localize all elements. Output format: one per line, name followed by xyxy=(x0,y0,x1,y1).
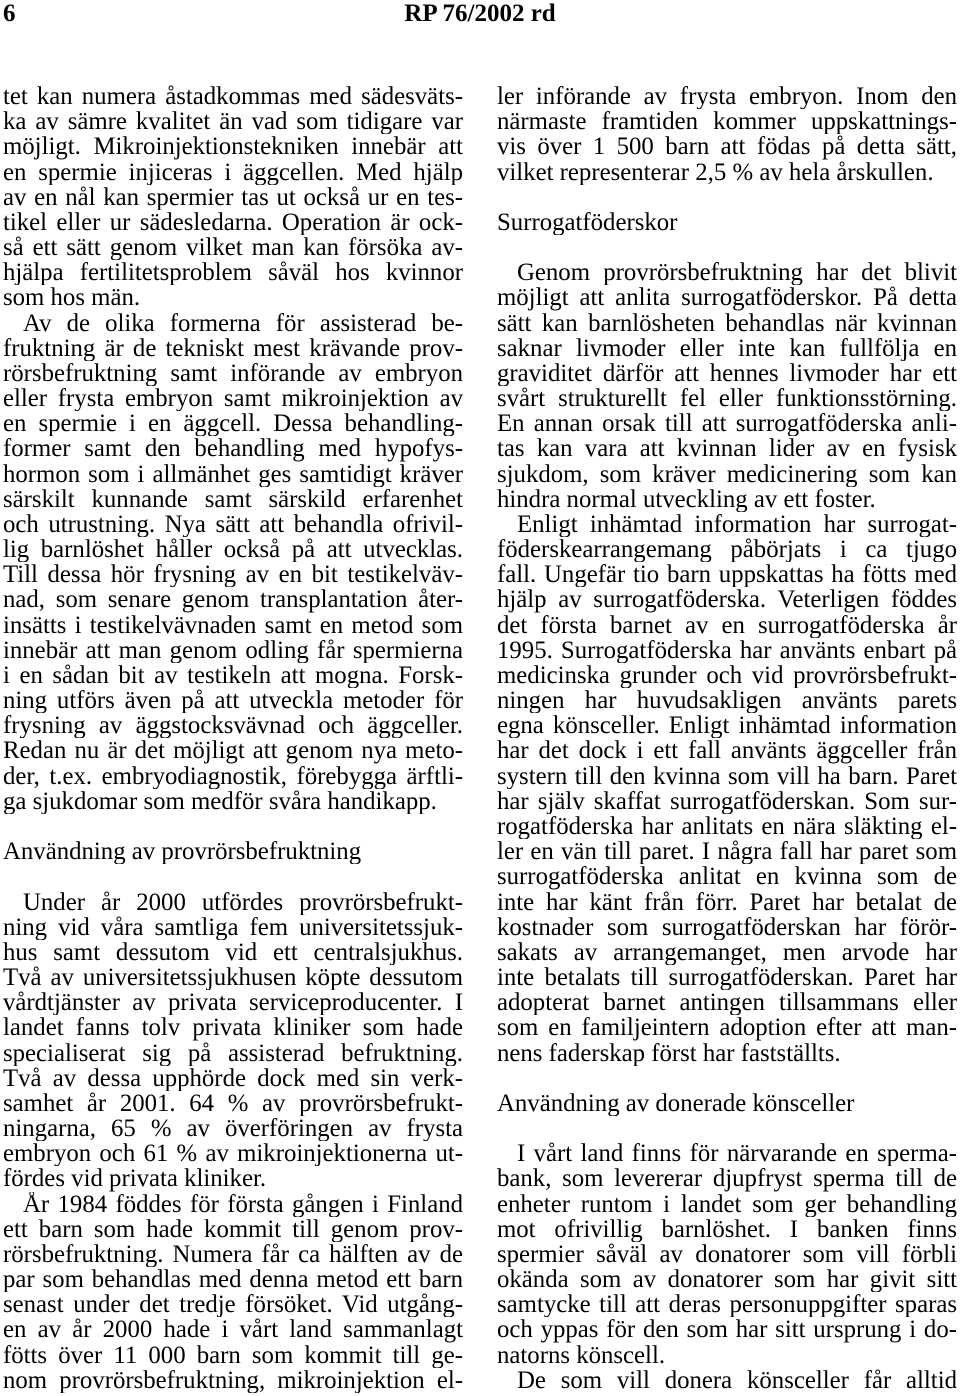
text-line: ka av sämre kvalitet än vad som tidigare var xyxy=(3,109,463,135)
text-line: Till dessa hör frysning av en bit testikelväv- xyxy=(3,562,463,588)
text-line: enheter runtom i landet som ger behandling xyxy=(497,1191,957,1217)
text-line: medicinska grunder och vid provrörsbefrukt- xyxy=(497,662,957,689)
text-line: inte betalats till surrogatföderskan. Paret har xyxy=(497,965,957,991)
text-line: föderskearrangemang påbörjats i ca tjugo xyxy=(497,537,957,563)
text-line: mot ofrivillig barnlöshet. I banken finns xyxy=(497,1216,957,1242)
text-line: Genom provrörsbefruktning har det blivit xyxy=(517,260,957,286)
paragraph xyxy=(3,890,463,1192)
text-line: samhet år 2001. 64 % av provrörsbefrukt- xyxy=(3,1090,463,1117)
text-line: sjukdom, som kräver medicinering som kan xyxy=(497,461,957,487)
text-line: nad, som senare genom transplantation åter- xyxy=(3,587,463,613)
text-line: närmaste framtiden kommer uppskattnings- xyxy=(497,109,957,135)
left-column xyxy=(3,84,463,1393)
text-line: spermier såväl av donatorer som vill förbli xyxy=(497,1241,957,1268)
text-line: År 1984 föddes för första gången i Finland xyxy=(23,1191,463,1217)
text-line: hormon som i allmänhet ges samtidigt kräver xyxy=(3,461,463,487)
text-line: hindra normal utveckling av ett foster. xyxy=(497,486,876,512)
paragraph xyxy=(497,1141,957,1368)
text-line: som en familjeintern adoption efter att man- xyxy=(497,1015,957,1041)
text-line: rörsbefruktning samt införande av embryon xyxy=(3,360,463,387)
text-line: samtycke till att deras personuppgifter sparas xyxy=(497,1292,957,1318)
text-line: adopterat barnet antingen tillsammans eller xyxy=(497,990,957,1016)
text-line: möjligt. Mikroinjektionstekniken innebär att xyxy=(3,134,463,160)
text-line: Redan nu är det möjligt att genom nya meto- xyxy=(3,738,463,764)
text-line: saknar livmoder eller inte kan fullfölja en xyxy=(497,335,957,361)
text-line: 1995. Surrogatföderska har använts enbart på xyxy=(497,637,957,663)
paragraph xyxy=(497,512,957,1066)
text-line: Två av universitetssjukhusen köpte dessutom xyxy=(3,965,463,991)
document-id: RP 76/2002 rd xyxy=(404,0,556,27)
text-line: rogatföderska har anlitats en nära släkting el- xyxy=(497,813,957,840)
text-line: och utrustning. Nya sätt att behandla ofrivil- xyxy=(3,511,463,538)
text-line: tas kan vara att kvinnan lider av en fysisk xyxy=(497,436,957,462)
text-line: ler införande av frysta embryon. Inom den xyxy=(497,84,957,110)
text-line: nom provrörsbefruktning, mikroinjektion el- xyxy=(3,1367,463,1393)
text-line: I vårt land finns för närvarande en sperma- xyxy=(517,1141,957,1167)
text-line: par som behandlas med denna metod ett barn xyxy=(3,1267,463,1293)
text-line: former samt den behandling med hypofys- xyxy=(3,436,463,462)
text-line: nens faderskap först har fastställts. xyxy=(497,1040,841,1066)
text-line: insätts i testikelvävnaden samt en metod som xyxy=(3,612,463,638)
paragraph xyxy=(497,260,957,512)
text-line: landet fanns tolv privata kliniker som hade xyxy=(3,1015,463,1041)
text-line: Enligt inhämtad information har surrogat- xyxy=(517,511,957,538)
paragraph xyxy=(3,1192,463,1393)
text-line: ning vid våra samtliga fem universitetssjuk- xyxy=(3,914,463,940)
text-line: De som vill donera könsceller får alltid xyxy=(517,1367,957,1393)
text-line: hus samt dessutom vid ett centralsjukhus. xyxy=(3,939,463,966)
text-line: vårdtjänster av privata serviceproducenter. I xyxy=(3,990,463,1016)
paragraph xyxy=(3,84,463,311)
text-line: embryon och 61 % av mikroinjektionerna ut- xyxy=(3,1141,463,1167)
text-line: och yppas för den som har sitt ursprung i do- xyxy=(497,1317,957,1343)
text-line: ett barn som hade kommit till genom prov- xyxy=(3,1216,463,1242)
text-line: Under år 2000 utfördes provrörsbefrukt- xyxy=(23,889,463,915)
text-line: okända som av donatorer som har givit sitt xyxy=(497,1267,957,1293)
text-line: som hos män. xyxy=(3,285,141,311)
text-line: fördes vid privata kliniker. xyxy=(3,1166,267,1192)
text-line: ga sjukdomar som medför svåra handikapp. xyxy=(3,788,437,814)
text-line: vis över 1 500 barn att födas på detta sätt, xyxy=(497,134,957,160)
text-line: ning utförs även på att utveckla metoder för xyxy=(3,688,463,714)
text-line: ningarna, 65 % av överföringen av frysta xyxy=(3,1116,463,1142)
text-line: kostnader som surrogatföderskan har förör- xyxy=(497,914,957,940)
text-line: fruktning är de tekniskt mest krävande prov- xyxy=(3,335,463,361)
page-header xyxy=(0,0,960,28)
text-line: vilket representerar 2,5 % av hela årskullen. xyxy=(497,159,934,185)
right-column xyxy=(497,84,957,1393)
paragraph xyxy=(497,84,957,185)
text-line: en av år 2000 hade i vårt land sammanlagt xyxy=(3,1317,463,1343)
text-line: En annan orsak till att surrogatföderska anli- xyxy=(497,411,957,437)
text-line: inte har känt från förr. Paret har betalat de xyxy=(497,889,957,915)
text-line: ningen har huvudsakligen använts parets xyxy=(497,688,957,714)
text-line: svårt strukturellt fel eller funktionsstörning. xyxy=(497,386,957,412)
text-line: innebär att man genom odling får spermierna xyxy=(3,637,463,663)
text-line: så ett sätt genom vilket man kan försöka av- xyxy=(3,235,463,261)
text-line: en spermie i en äggcell. Dessa behandling- xyxy=(3,411,463,437)
text-line: natorns könscell. xyxy=(497,1342,666,1368)
text-line: graviditet därför att hennes livmoder har ett xyxy=(497,360,957,387)
text-line: lig barnlöshet håller också på att utvecklas. xyxy=(3,537,463,563)
text-line: har själv skaffat surrogatföderskan. Som sur- xyxy=(497,788,957,814)
text-line: egna könsceller. Enligt inhämtad information xyxy=(497,713,957,739)
paragraph xyxy=(497,1368,957,1393)
text-line: eller frysta embryon samt mikroinjektion av xyxy=(3,386,463,412)
text-line: har det dock i ett fall använts äggceller från xyxy=(497,738,957,764)
text-line: tikel eller ur sädesledarna. Operation är ock- xyxy=(3,209,463,236)
page-number: 6 xyxy=(3,0,16,27)
text-line: Två av dessa upphörde dock med sin verk- xyxy=(3,1065,463,1091)
section-heading: Surrogatföderskor xyxy=(497,209,678,236)
text-line: sakats av arrangemanget, men arvode har xyxy=(497,939,957,966)
section-heading: Användning av donerade könsceller xyxy=(497,1090,855,1117)
text-line: surrogatföderska anlitat en kvinna som de xyxy=(497,864,957,890)
text-line: Av de olika formerna för assisterad be- xyxy=(23,310,463,336)
text-line: särskilt kunnande samt särskild erfarenhet xyxy=(3,486,463,512)
text-line: specialiserat sig på assisterad befruktning. xyxy=(3,1040,463,1066)
text-line: der, t.ex. embryodiagnostik, förebygga ärftli- xyxy=(3,763,463,789)
text-line: fall. Ungefär tio barn uppskattas ha fötts med xyxy=(497,562,957,588)
text-line: hjälpa fertilitetsproblem såväl hos kvinnor xyxy=(3,260,463,286)
text-line: en spermie injiceras i äggcellen. Med hjälp xyxy=(3,159,463,185)
text-line: ler en vän till paret. I några fall har paret som xyxy=(497,839,957,865)
section-heading: Användning av provrörsbefruktning xyxy=(3,839,362,865)
text-line: av en nål kan spermier tas ut också ur en tes- xyxy=(3,184,463,210)
text-line: det första barnet av en surrogatföderska år xyxy=(497,612,957,638)
text-line: tet kan numera åstadkommas med sädesväts- xyxy=(3,84,463,110)
text-line: fötts över 11 000 barn som kommit till ge- xyxy=(3,1342,463,1368)
text-line: möjligt att anlita surrogatföderskor. På detta xyxy=(497,285,957,311)
text-line: hjälp av surrogatföderska. Veterligen föddes xyxy=(497,587,957,613)
paragraph xyxy=(3,311,463,814)
text-line: systern till den kvinna som vill ha barn. Paret xyxy=(497,763,957,789)
text-line: frysning av äggstocksvävnad och äggceller. xyxy=(3,713,463,739)
text-line: sätt kan barnlösheten behandlas när kvinnan xyxy=(497,310,957,336)
text-line: senast under det tredje försöket. Vid utgång- xyxy=(3,1292,463,1318)
text-line: bank, som levererar djupfryst sperma till de xyxy=(497,1166,957,1192)
text-line: i en sådan bit av testikeln att mogna. Forsk- xyxy=(3,662,463,689)
text-line: rörsbefruktning. Numera får ca hälften av de xyxy=(3,1241,463,1268)
